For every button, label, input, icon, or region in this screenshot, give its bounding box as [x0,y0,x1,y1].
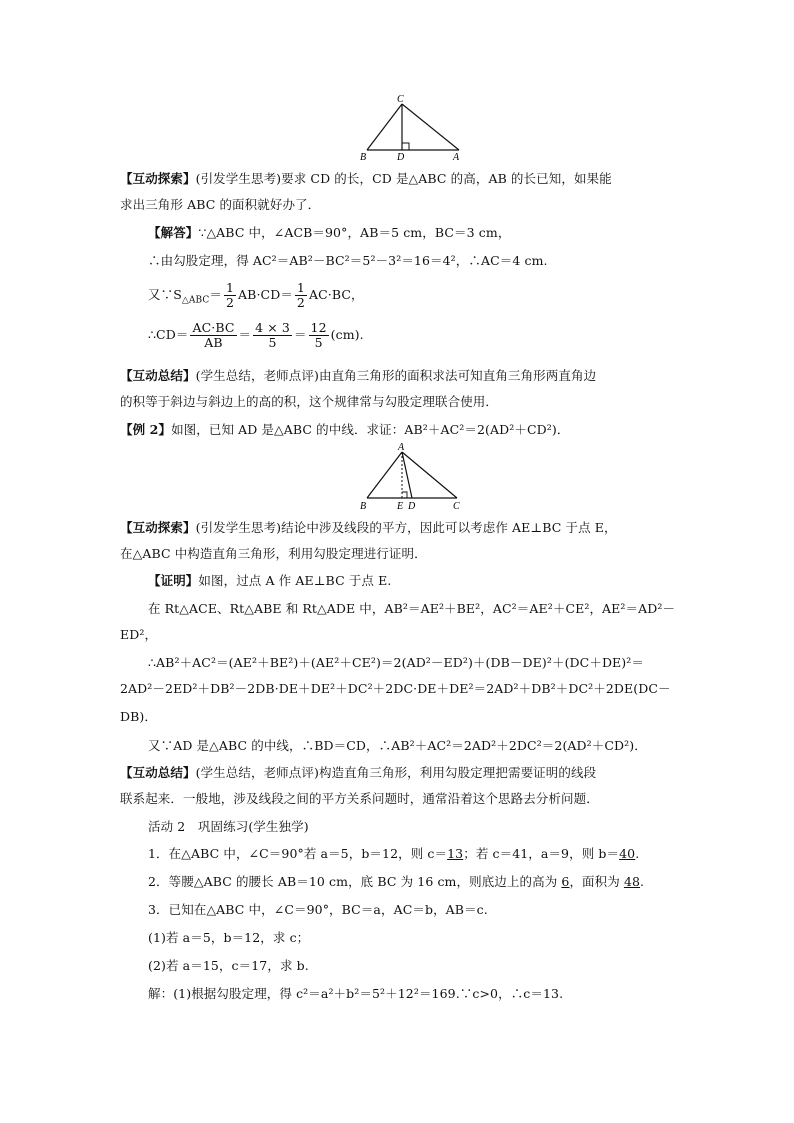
exercise-text: ，面积为 [569,874,624,889]
paragraph-text: ∵△ABC 中，∠ACB＝90°，AB＝5 cm，BC＝3 cm， [198,225,511,240]
triangle-altitude-diagram [355,92,465,162]
paragraph-summary-2 [120,764,680,782]
paragraph-text: (学生总结，老师点评)构造直角三角形，利用勾股定理把需要证明的线段 [195,765,597,780]
exercise-text: 1．在△ABC 中，∠C＝90°若 a＝5，b＝12，则 c＝ [148,846,448,861]
paragraph-text: (引发学生思考)要求 CD 的长，CD 是△ABC 的高，AB 的长已知，如果能 [195,171,612,186]
answer-area: 48 [623,874,641,889]
fraction-numerator: 1 [296,280,305,295]
paragraph-text: 又∵AD 是△ABC 的中线，∴BD＝CD，∴AB²＋AC²＝2AD²＋2DC²＝2(AD²＋CD²)． [148,738,647,753]
paragraph-right-triangles [148,600,680,618]
section-tag: 【互动总结】 [120,368,196,383]
fraction-numerator: 4 × 3 [255,320,290,335]
section-tag: 【互动探索】 [120,520,196,535]
exercise-text: (1)若 a＝5，b＝12，求 c； [148,930,310,945]
paragraph-explore-1 [120,170,680,188]
paragraph-text: 在△ABC 中构造直角三角形，利用勾股定理进行证明． [120,546,427,561]
equation-middle: AB·CD＝ [238,287,293,302]
paragraph-text: 如图，已知 AD 是△ABC 的中线．求证：AB²＋AC²＝2(AD²＋CD²)． [171,422,570,437]
paragraph-proof [148,572,680,590]
fraction-acbc-ab [190,321,236,350]
section-tag: 【例 2】 [120,422,172,437]
paragraph-right-triangles-cont [120,626,680,644]
paragraph-expansion-cont-2 [120,708,680,726]
paragraph-explore-1-cont [120,196,680,214]
paragraph-text: (引发学生思考)结论中涉及线段的平方，因此可以考虑作 AE⊥BC 于点 E， [195,520,617,535]
fraction-numerator: 12 [310,320,327,335]
exercise-3-part-2 [148,957,680,975]
exercise-text: . [635,846,640,861]
fraction-denominator: AB [204,335,223,350]
paragraph-cd-equation [148,320,680,350]
paragraph-conclusion [148,737,680,755]
paragraph-text: 活动 2 巩固练习(学生独学) [148,819,309,834]
paragraph-text: 的积等于斜边与斜边上的高的积，这个规律常与勾股定理联合使用． [120,394,499,409]
exercise-text: ；若 c＝41，a＝9，则 b＝ [463,846,620,861]
paragraph-text: 联系起来．一般地，涉及线段之间的平方关系问题时，通常沿着这个思路去分析问题． [120,791,599,806]
fraction-denominator: 2 [225,295,235,310]
exercise-3-part-1 [148,929,680,947]
vertex-label-c: C [453,501,460,512]
paragraph-answer [148,224,680,242]
solution-part-1 [148,985,680,1003]
paragraph-expansion [148,654,680,672]
vertex-label-b: B [360,501,367,512]
paragraph-text: (学生总结，老师点评)由直角三角形的面积求法可知直角三角形两直角边 [195,368,597,383]
vertex-label-a: A [398,442,405,453]
equals-sign: ＝ [238,327,252,342]
paragraph-example-2 [120,421,680,439]
section-tag: 【解答】 [148,225,199,240]
paragraph-text: 在 Rt△ACE、Rt△ABE 和 Rt△ADE 中，AB²＝AE²＋BE²，AC²＝AE²＋CE²，AE²＝AD²－ [148,601,676,616]
fraction-numerator: 1 [225,280,235,295]
fraction-half-2 [295,281,307,310]
exercise-text: . [640,874,645,889]
paragraph-area-equation [148,280,680,316]
figure-triangle-median [355,442,465,512]
exercise-2 [148,873,680,891]
fraction-numerator: AC·BC [192,320,235,335]
vertex-label-e: E [397,501,404,512]
section-tag: 【互动探索】 [120,171,196,186]
exercise-text: 解：(1)根据勾股定理，得 c²＝a²＋b²＝5²＋12²＝169.∵c>0，∴c＝13. [148,986,564,1001]
vertex-label-d: D [408,501,416,512]
fraction-denominator: 2 [296,295,305,310]
paragraph-text: 如图，过点 A 作 AE⊥BC 于点 E. [198,573,392,588]
paragraph-text: 2AD²－2ED²＋DB²－2DB·DE＋DE²＋DC²＋2DC·DE＋DE²＝2AD²＋DB²＋DC²＋2DE(DC－ [120,681,671,696]
paragraph-expansion-cont-1 [120,680,680,698]
triangle-median-diagram [355,442,465,512]
answer-b: 40 [619,846,636,861]
section-tag: 【互动总结】 [120,765,196,780]
equation-prefix: ∴CD＝ [148,327,189,342]
equation-suffix: AC·BC， [308,287,364,302]
vertex-label-a: A [453,152,460,162]
paragraph-text: ∴AB²＋AC²＝(AE²＋BE²)＋(AE²＋CE²)＝2(AD²－ED²)＋(DB－DE)²＋(DC＋DE)²＝ [148,655,644,670]
fraction-4x3-5 [253,321,292,350]
equation-prefix: 又∵S [148,287,182,302]
exercise-1 [148,845,680,863]
section-tag: 【证明】 [148,573,199,588]
exercise-3 [148,901,680,919]
paragraph-pythagoras-step [148,252,680,270]
answer-c: 13 [447,846,464,861]
paragraph-summary-1 [120,367,680,385]
paragraph-explore-2 [120,519,680,537]
paragraph-text: DB)． [120,709,157,724]
equals-sign: ＝ [209,287,222,302]
paragraph-text: ED²， [120,627,158,642]
exercise-text: (2)若 a＝15，c＝17，求 b. [148,958,309,973]
paragraph-text: ∴由勾股定理，得 AC²＝AB²－BC²＝5²－3²＝16＝4²，∴AC＝4 cm. [148,253,548,268]
area-subscript: △ABC [181,295,210,306]
activity-2-heading [148,818,680,836]
fraction-denominator: 5 [268,335,277,350]
figure-triangle-altitude [355,92,465,162]
vertex-label-c: C [397,94,404,105]
fraction-12-5 [309,321,329,350]
fraction-denominator: 5 [314,335,323,350]
vertex-label-b: B [360,152,367,162]
equation-suffix: (cm). [330,327,364,342]
exercise-text: 3．已知在△ABC 中，∠C＝90°，BC＝a，AC＝b，AB＝c. [148,902,488,917]
vertex-label-d: D [397,152,405,162]
answer-height: 6 [561,874,570,889]
paragraph-explore-2-cont [120,545,680,563]
paragraph-summary-1-cont [120,393,680,411]
paragraph-text: 求出三角形 ABC 的面积就好办了． [120,197,321,212]
fraction-half-1 [224,281,236,310]
equals-sign: ＝ [293,327,307,342]
exercise-text: 2．等腰△ABC 的腰长 AB＝10 cm，底 BC 为 16 cm，则底边上的高为 [148,874,562,889]
paragraph-summary-2-cont [120,790,680,808]
